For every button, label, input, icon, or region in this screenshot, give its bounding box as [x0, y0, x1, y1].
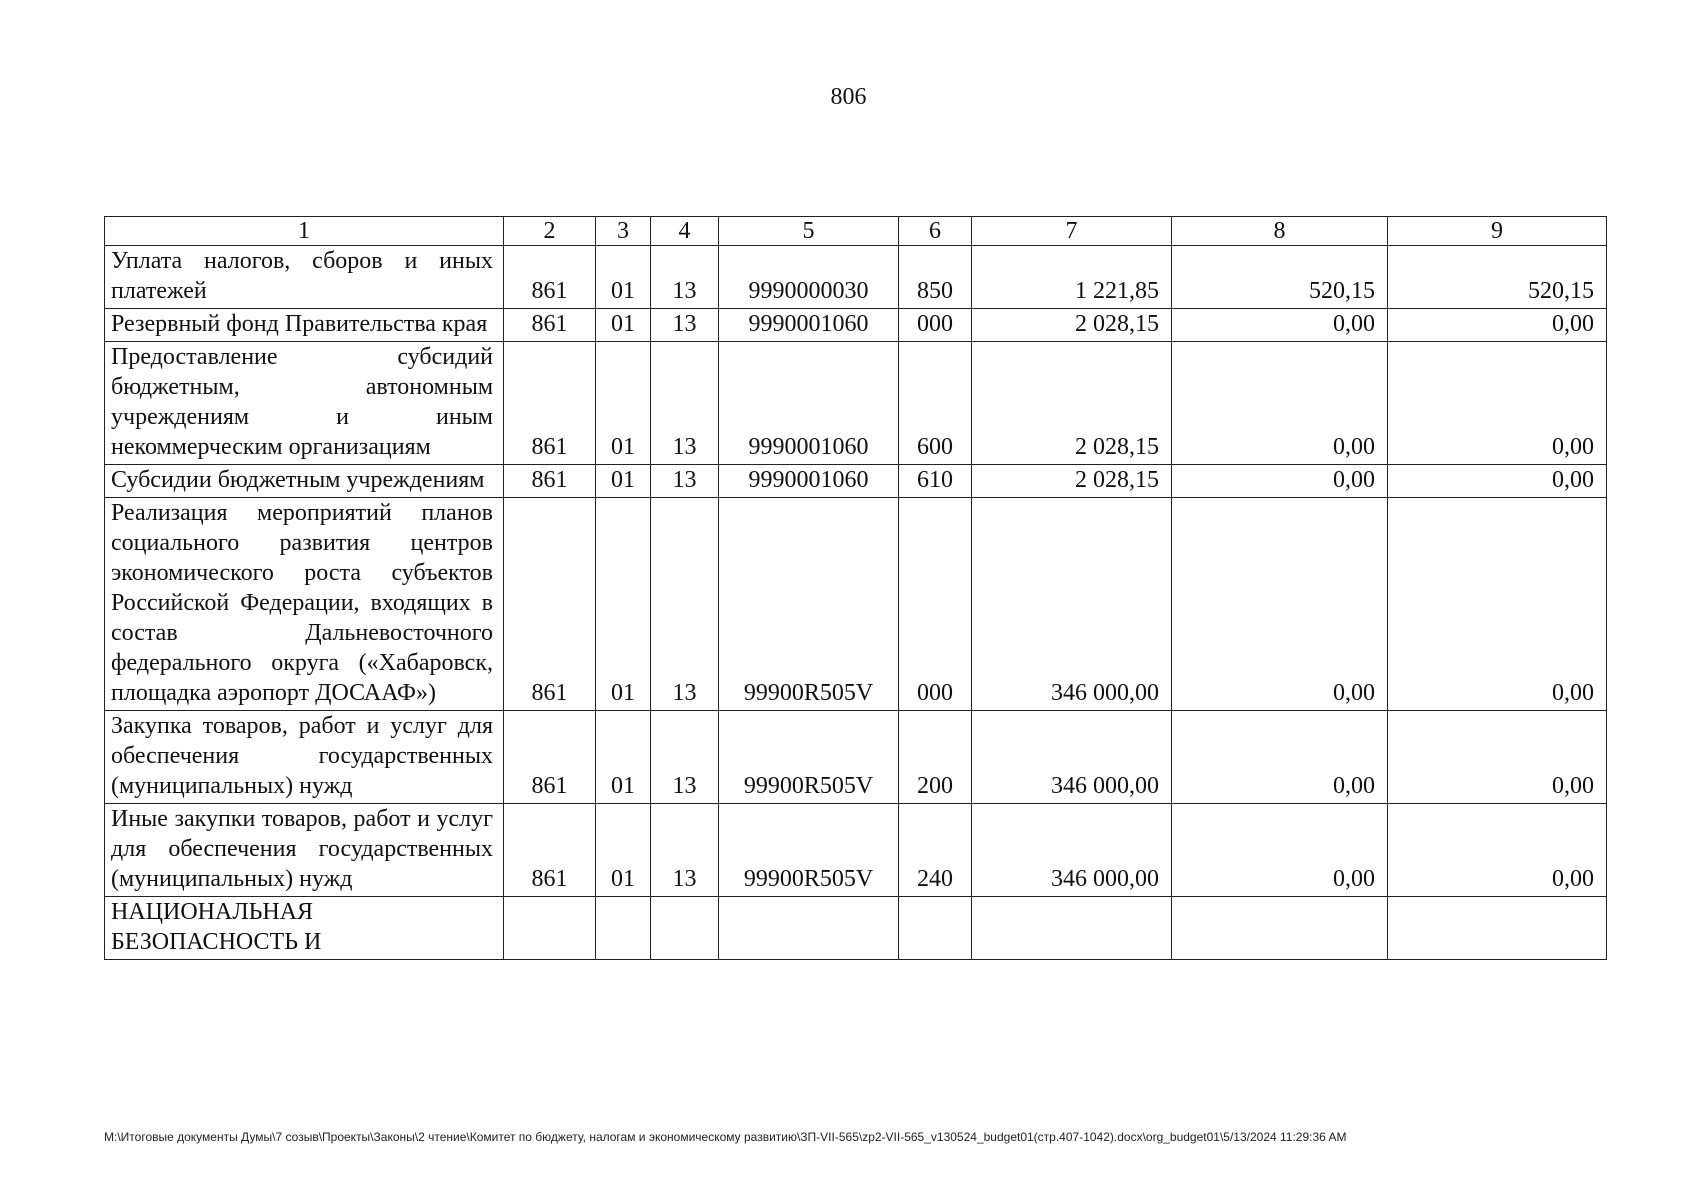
- row-name: Уплата налогов, сборов и иных платежей: [105, 246, 504, 309]
- cell-amount-9: 0,00: [1388, 465, 1607, 498]
- cell-subsection: 13: [651, 246, 719, 309]
- cell-amount-9: 520,15: [1388, 246, 1607, 309]
- cell-amount-7: 2 028,15: [972, 342, 1172, 465]
- header-cell: 6: [899, 217, 972, 246]
- table-row: [105, 246, 1607, 309]
- cell-amount-7: 346 000,00: [972, 498, 1172, 711]
- cell-admin-code: 861: [504, 465, 596, 498]
- header-cell: 2: [504, 217, 596, 246]
- cell-amount-7: 2 028,15: [972, 309, 1172, 342]
- cell-amount-7: 346 000,00: [972, 804, 1172, 897]
- cell-subsection: 13: [651, 342, 719, 465]
- table-row: [105, 465, 1607, 498]
- cell-admin-code: 861: [504, 246, 596, 309]
- cell-admin-code: 861: [504, 711, 596, 804]
- cell-subsection: 13: [651, 804, 719, 897]
- cell-target-article: 99900R505V: [719, 711, 899, 804]
- cell-subsection: 13: [651, 711, 719, 804]
- table-row: [105, 804, 1607, 897]
- cell-section: 01: [596, 711, 651, 804]
- row-name: Закупка товаров, работ и услуг для обеспечения государственных (муниципальных) нужд: [105, 711, 504, 804]
- cell-amount-8: 0,00: [1172, 465, 1388, 498]
- footer-file-path: M:\Итоговые документы Думы\7 созыв\Проекты\Законы\2 чтение\Комитет по бюджету, налогам и экономическому развитию\ЗП-VII-565\zp2-VII-565_v130524_budget01(стр.407-1042).docx\org_budget01\5/13/2024 11:29:36 AM: [104, 1130, 1347, 1144]
- cell-amount-9: 0,00: [1388, 711, 1607, 804]
- page-number: 806: [830, 84, 867, 110]
- cell-section: 01: [596, 246, 651, 309]
- cell-expense-type: 850: [899, 246, 972, 309]
- header-cell: 8: [1172, 217, 1388, 246]
- row-name: Предоставление субсидий бюджетным, автономным учреждениям и иным некоммерческим организациям: [105, 342, 504, 465]
- header-cell: 4: [651, 217, 719, 246]
- cell-expense-type: 000: [899, 498, 972, 711]
- cell-target-article: 9990001060: [719, 465, 899, 498]
- cell-target-article: 99900R505V: [719, 804, 899, 897]
- cell-subsection: [651, 897, 719, 960]
- cell-target-article: [719, 897, 899, 960]
- cell-target-article: 9990000030: [719, 246, 899, 309]
- table-row: [105, 309, 1607, 342]
- cell-section: 01: [596, 309, 651, 342]
- row-name: Реализация мероприятий планов социального развития центров экономического роста субъектов Российской Федерации, входящих в состав Дальневосточного федерального округа («Хабаровск, площадка аэропорт ДОСААФ»): [105, 498, 504, 711]
- budget-table: [104, 216, 1607, 960]
- cell-admin-code: 861: [504, 342, 596, 465]
- cell-amount-9: [1388, 897, 1607, 960]
- cell-amount-7: 1 221,85: [972, 246, 1172, 309]
- row-name: Резервный фонд Правительства края: [105, 309, 504, 342]
- cell-target-article: 99900R505V: [719, 498, 899, 711]
- cell-section: [596, 897, 651, 960]
- cell-amount-8: [1172, 897, 1388, 960]
- header-cell: 3: [596, 217, 651, 246]
- cell-target-article: 9990001060: [719, 342, 899, 465]
- table-row: [105, 498, 1607, 711]
- cell-admin-code: 861: [504, 498, 596, 711]
- cell-section: 01: [596, 342, 651, 465]
- header-cell: 7: [972, 217, 1172, 246]
- cell-expense-type: [899, 897, 972, 960]
- cell-subsection: 13: [651, 309, 719, 342]
- cell-expense-type: 610: [899, 465, 972, 498]
- cell-admin-code: 861: [504, 309, 596, 342]
- cell-amount-9: 0,00: [1388, 804, 1607, 897]
- cell-amount-8: 0,00: [1172, 498, 1388, 711]
- cell-amount-9: 0,00: [1388, 309, 1607, 342]
- row-name: НАЦИОНАЛЬНАЯ БЕЗОПАСНОСТЬ И: [105, 897, 504, 960]
- cell-target-article: 9990001060: [719, 309, 899, 342]
- table-row: [105, 342, 1607, 465]
- cell-expense-type: 600: [899, 342, 972, 465]
- cell-admin-code: [504, 897, 596, 960]
- cell-amount-8: 0,00: [1172, 342, 1388, 465]
- cell-amount-7: 346 000,00: [972, 711, 1172, 804]
- row-name: Субсидии бюджетным учреждениям: [105, 465, 504, 498]
- cell-amount-9: 0,00: [1388, 342, 1607, 465]
- cell-section: 01: [596, 465, 651, 498]
- cell-amount-7: [972, 897, 1172, 960]
- cell-admin-code: 861: [504, 804, 596, 897]
- cell-amount-8: 520,15: [1172, 246, 1388, 309]
- cell-amount-8: 0,00: [1172, 711, 1388, 804]
- cell-expense-type: 240: [899, 804, 972, 897]
- cell-expense-type: 200: [899, 711, 972, 804]
- header-cell: 1: [105, 217, 504, 246]
- cell-subsection: 13: [651, 498, 719, 711]
- cell-amount-7: 2 028,15: [972, 465, 1172, 498]
- cell-amount-9: 0,00: [1388, 498, 1607, 711]
- table-header-row: [105, 217, 1607, 246]
- header-cell: 9: [1388, 217, 1607, 246]
- cell-section: 01: [596, 804, 651, 897]
- header-cell: 5: [719, 217, 899, 246]
- cell-section: 01: [596, 498, 651, 711]
- table-row: [105, 897, 1607, 960]
- row-name: Иные закупки товаров, работ и услуг для обеспечения государственных (муниципальных) нужд: [105, 804, 504, 897]
- cell-amount-8: 0,00: [1172, 309, 1388, 342]
- table-row: [105, 711, 1607, 804]
- cell-amount-8: 0,00: [1172, 804, 1388, 897]
- cell-subsection: 13: [651, 465, 719, 498]
- cell-expense-type: 000: [899, 309, 972, 342]
